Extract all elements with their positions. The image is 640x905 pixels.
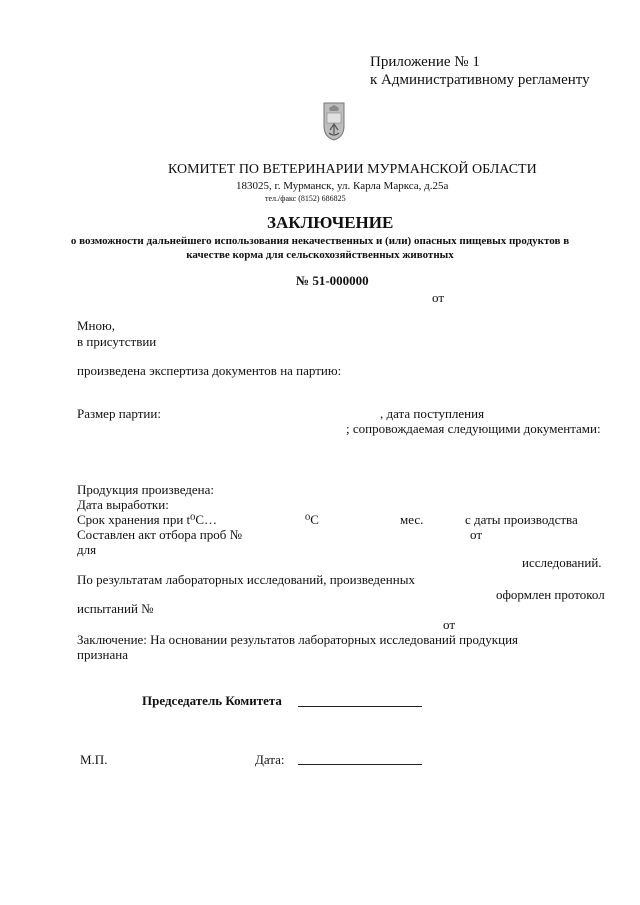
- date-label: Дата:: [255, 752, 285, 767]
- from-label-2: от: [443, 617, 456, 632]
- document-title: ЗАКЛЮЧЕНИЕ: [267, 213, 394, 232]
- lab-results-label: По результатам лабораторных исследований, произведенных: [77, 572, 415, 587]
- produced-label: Продукция произведена:: [77, 482, 215, 497]
- document-subtitle-line2: качестве корма для сельскохозяйственных животных: [186, 249, 454, 261]
- committee-name: КОМИТЕТ ПО ВЕТЕРИНАРИИ МУРМАНСКОЙ ОБЛАСТИ: [168, 162, 537, 177]
- chairman-label: Председатель Комитета: [142, 693, 282, 708]
- by-me-label: Мною,: [77, 318, 115, 333]
- expertise-label: произведена экспертиза документов на партию:: [77, 363, 342, 378]
- stamp-label: М.П.: [80, 752, 108, 767]
- document-number: № 51-000000: [296, 273, 369, 288]
- from-label-1: от: [470, 527, 483, 542]
- appendix-regulation: к Административному регламенту: [370, 72, 590, 88]
- from-production-label: с даты производства: [465, 512, 578, 527]
- conclusion-line2: признана: [77, 647, 129, 662]
- chairman-signature-line: [298, 706, 422, 707]
- committee-phone: тел./факс (8152) 686825: [265, 194, 346, 203]
- date-signature-line: [298, 764, 422, 765]
- accompanied-label: ; сопровождаемая следующими документами:: [346, 421, 601, 436]
- batch-size-label: Размер партии:: [77, 406, 161, 421]
- studies-label: исследований.: [522, 555, 602, 570]
- tests-number-label: испытаний №: [77, 601, 154, 616]
- in-presence-label: в присутствии: [77, 334, 157, 349]
- production-date-label: Дата выработки:: [77, 497, 169, 512]
- conclusion-line1: Заключение: На основании результатов лабораторных исследований продукция: [77, 632, 519, 647]
- shelf-life-label: Срок хранения при t⁰С…: [77, 512, 218, 527]
- arrival-date-label: , дата поступления: [380, 406, 485, 421]
- document-date-label: от: [432, 290, 445, 305]
- degrees-label: ⁰С: [305, 512, 319, 527]
- committee-address: 183025, г. Мурманск, ул. Карла Маркса, д.25а: [236, 180, 449, 192]
- months-label: мес.: [400, 512, 424, 527]
- protocol-label: оформлен протокол: [496, 587, 605, 602]
- for-label: для: [77, 542, 97, 557]
- document-subtitle-line1: о возможности дальнейшего использования некачественных и (или) опасных пищевых продуктов в: [70, 235, 570, 247]
- sampling-act-label: Составлен акт отбора проб №: [77, 527, 243, 542]
- appendix-number: Приложение № 1: [370, 54, 480, 70]
- coat-of-arms-icon: [318, 100, 350, 142]
